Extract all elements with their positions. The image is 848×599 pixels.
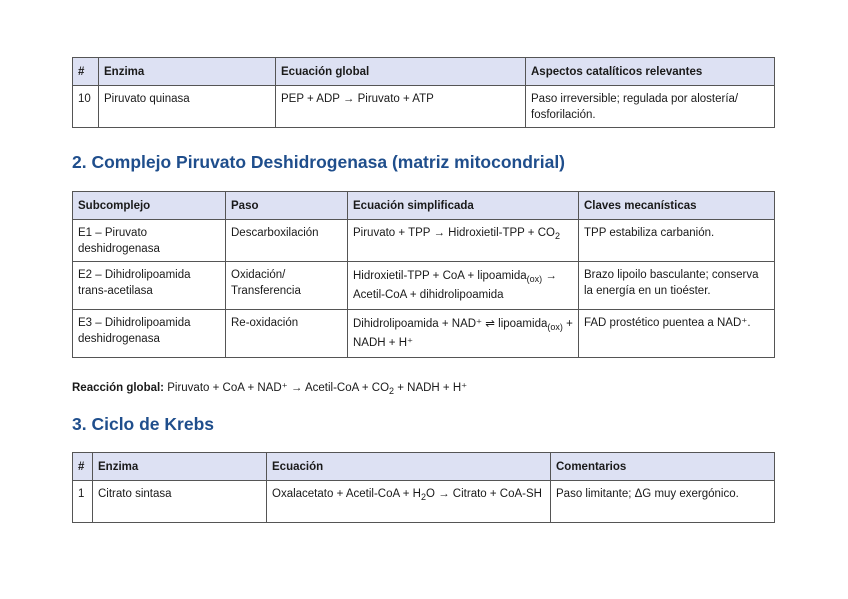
cell-num: 1: [73, 481, 93, 523]
cell-paso: Oxidación/ Transferencia: [226, 262, 348, 310]
global-reaction: Reacción global: Piruvato + CoA + NAD⁺ → Acetil-CoA + $CO_2$ + NADH + H⁺: [72, 382, 468, 396]
col-header-enzima: Enzima: [93, 453, 267, 481]
cell-comentarios: Paso limitante; ΔG muy exergónico.: [551, 481, 775, 523]
table-complejo-pdh: [72, 191, 775, 358]
col-header-ecuacion: Ecuación simplificada: [348, 192, 579, 220]
col-header-num: #: [73, 453, 93, 481]
cell-ecuacion: Dihidrolipoamida + NAD⁺ ⇌ lipoamida$_{(ox)}$ + NADH + H⁺: [348, 310, 579, 358]
table-header-row: [73, 192, 775, 220]
cell-subcomplejo: E3 – Dihidrolipoamida deshidrogenasa: [73, 310, 226, 358]
col-header-ecuacion: Ecuación global: [276, 58, 526, 86]
col-header-subcomplejo: Subcomplejo: [73, 192, 226, 220]
table-header-row: [73, 453, 775, 481]
table-row: [73, 86, 775, 128]
global-reaction-equation: Piruvato + CoA + NAD⁺ → Acetil-CoA + CO: [164, 382, 390, 394]
cell-paso: Descarboxilación: [226, 220, 348, 262]
cell-ecuacion: Oxalacetato + Acetil-CoA + $H_2O$ → Citrato + CoA-SH: [267, 481, 551, 523]
table-row: [73, 220, 775, 262]
cell-ecuacion: Hidroxietil-TPP + CoA + lipoamida$_{(ox)}$ → Acetil-CoA + dihidrolipoamida: [348, 262, 579, 310]
cell-aspectos: Paso irreversible; regulada por alostería/ fosforilación.: [526, 86, 775, 128]
cell-claves: TPP estabiliza carbanión.: [579, 220, 775, 262]
table-header-row: [73, 58, 775, 86]
table-ciclo-krebs: [72, 452, 775, 523]
col-header-enzima: Enzima: [99, 58, 276, 86]
col-header-paso: Paso: [226, 192, 348, 220]
cell-ecuacion: PEP + ADP → Piruvato + ATP: [276, 86, 526, 128]
section-title-pdh: 2. Complejo Piruvato Deshidrogenasa (matriz mitocondrial): [72, 152, 566, 172]
table-row: [73, 310, 775, 358]
cell-enzima: Piruvato quinasa: [99, 86, 276, 128]
cell-paso: Re-oxidación: [226, 310, 348, 358]
cell-subcomplejo: E2 – Dihidrolipoamida trans-acetilasa: [73, 262, 226, 310]
cell-subcomplejo: E1 – Piruvato deshidrogenasa: [73, 220, 226, 262]
table-piruvato-quinasa: [72, 57, 775, 128]
col-header-num: #: [73, 58, 99, 86]
cell-claves: FAD prostético puentea a NAD⁺.: [579, 310, 775, 358]
col-header-comentarios: Comentarios: [551, 453, 775, 481]
table-row: [73, 262, 775, 310]
global-reaction-label: Reacción global:: [72, 382, 165, 394]
col-header-aspectos: Aspectos catalíticos relevantes: [526, 58, 775, 86]
col-header-claves: Claves mecanísticas: [579, 192, 775, 220]
col-header-ecuacion: Ecuación: [267, 453, 551, 481]
cell-num: 10: [73, 86, 99, 128]
table-row: [73, 481, 775, 523]
cell-ecuacion: Piruvato + TPP → Hidroxietil-TPP + $CO_2$: [348, 220, 579, 262]
cell-enzima: Citrato sintasa: [93, 481, 267, 523]
cell-claves: Brazo lipoilo basculante; conserva la energía en un tioéster.: [579, 262, 775, 310]
section-title-krebs: 3. Ciclo de Krebs: [72, 414, 214, 434]
